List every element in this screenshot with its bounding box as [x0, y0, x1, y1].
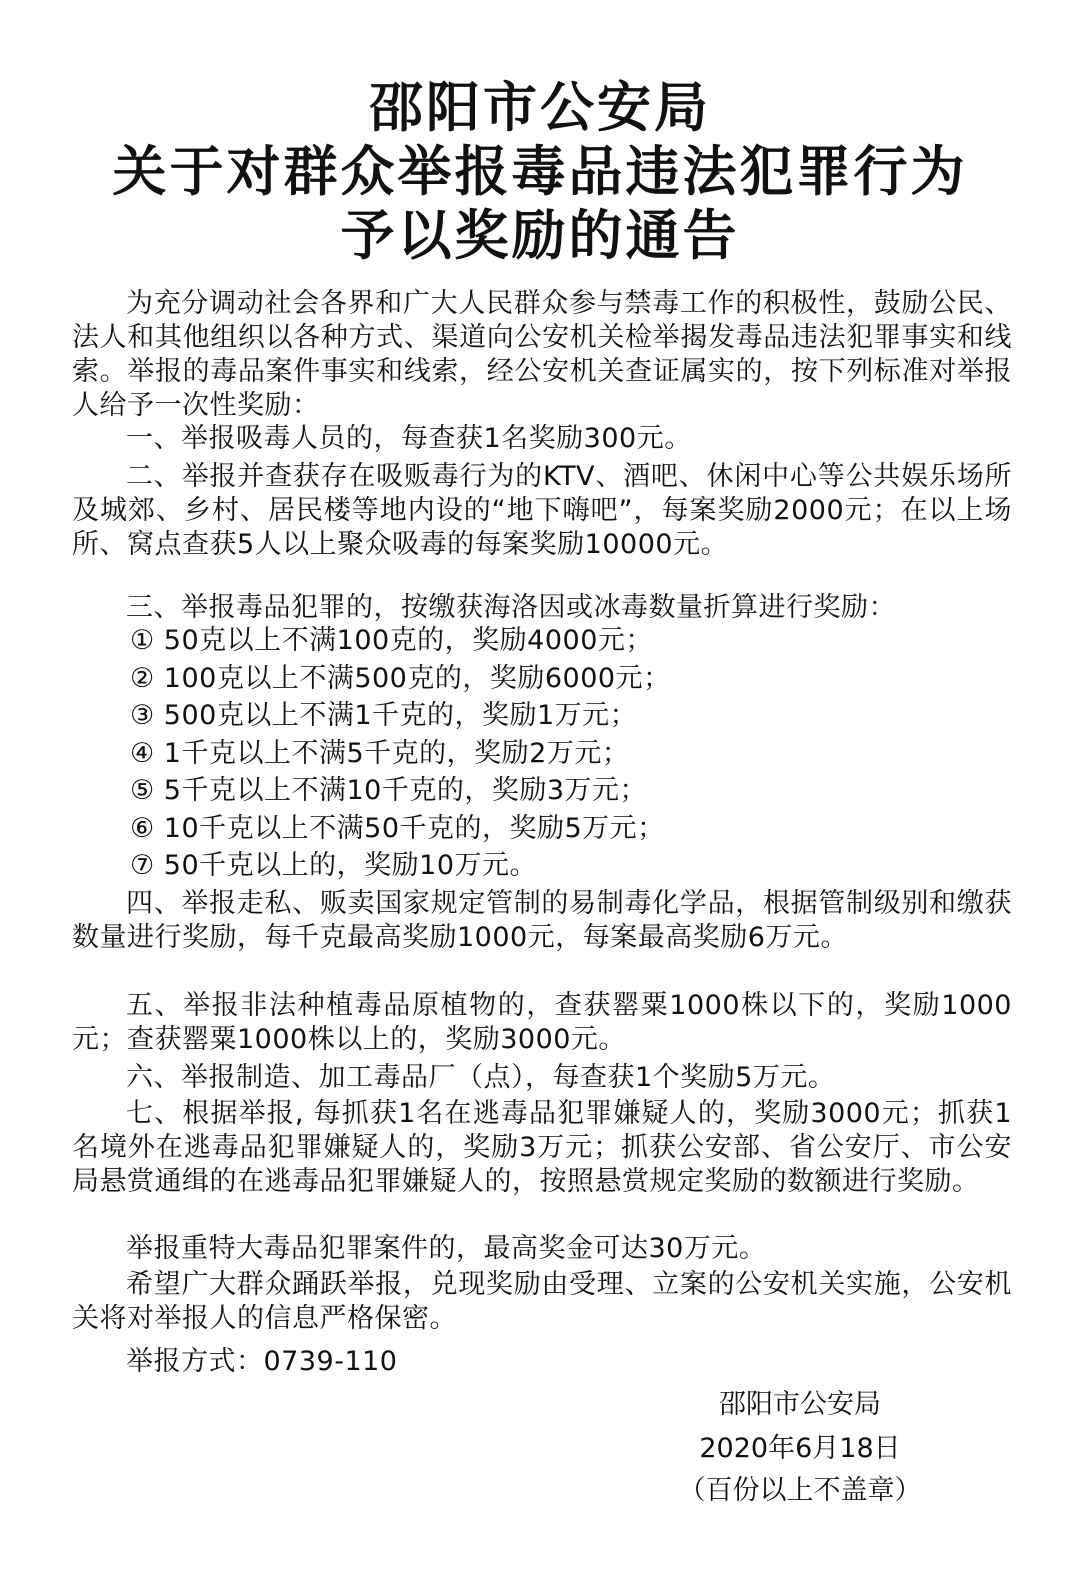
- item-2: 二、举报并查获存在吸贩毒行为的KTV、酒吧、休闲中心等公共娱乐场所及城郊、乡村、居民楼等地内设的“地下嗨吧”，每案奖励2000元；在以上场所、窝点查获5人以上聚众吸毒的每案奖励10000元。: [72, 461, 1012, 560]
- tier-item: ① 50克以上不满100克的，奖励4000元；: [130, 625, 653, 656]
- item-4-block: [72, 887, 1012, 955]
- title-line-2: 关于对群众举报毒品违法犯罪行为: [112, 140, 968, 203]
- tier-list: [72, 622, 1012, 885]
- signature-org: 邵阳市公安局: [719, 1389, 881, 1420]
- tier-item: ③ 500克以上不满1千克的，奖励1万元；: [130, 700, 638, 731]
- closing-block: [72, 1268, 1012, 1336]
- signature-note: （百份以上不盖章）: [678, 1475, 922, 1506]
- title-line-3: 予以奖励的通告: [340, 204, 740, 267]
- tier-item: ⑦ 50千克以上的，奖励10万元。: [130, 850, 537, 881]
- title-line-1: 邵阳市公安局: [369, 76, 711, 139]
- tier-item: ⑥ 10千克以上不满50千克的，奖励5万元；: [130, 812, 665, 844]
- item-3-block: [72, 591, 1012, 625]
- intro-paragraph: 为充分调动社会各界和广大人民群众参与禁毒工作的积极性，鼓励公民、法人和其他组织以各种方式、渠道向公安机关检举揭发毒品违法犯罪事实和线索。举报的毒品案件事实和线索，经公安机关查证属实的，按下列标准对举报人给予一次性奖励：: [72, 288, 1012, 421]
- item-7: 七、根据举报, 每抓获1名在逃毒品犯罪嫌疑人的，奖励3000元；抓获1名境外在逃毒品犯罪嫌疑人的，奖励3万元；抓获公安部、省公安厅、市公安局悬赏通缉的在逃毒品犯罪嫌疑人的，按照悬赏规定奖励的数额进行奖励。: [72, 1098, 1012, 1197]
- contact-block: [72, 1345, 1012, 1379]
- signature-date: 2020年6月18日: [699, 1433, 901, 1464]
- intro-block: [72, 287, 1012, 423]
- item-7-block: [72, 1097, 1012, 1199]
- item-5: 五、举报非法种植毒品原植物的，查获罂粟1000株以下的，奖励1000元；查获罂粟1000株以上的，奖励3000元。: [72, 990, 1012, 1055]
- contact-line: 举报方式：0739-110: [126, 1346, 398, 1377]
- tier-item: ⑤ 5千克以上不满10千克的，奖励3万元；: [130, 775, 647, 806]
- tier-item: ② 100克以上不满500克的，奖励6000元；: [130, 662, 671, 694]
- item-1: 一、举报吸毒人员的，每查获1名奖励300元。: [126, 423, 692, 454]
- max-reward: 举报重特大毒品犯罪案件的，最高奖金可达30万元。: [126, 1233, 767, 1264]
- item-5-block: [72, 989, 1012, 1057]
- item-3: 三、举报毒品犯罪的，按缴获海洛因或冰毒数量折算进行奖励：: [126, 592, 896, 623]
- item-2-block: [72, 460, 1012, 562]
- item-6-block: [72, 1061, 1012, 1095]
- item-1-block: [72, 422, 1012, 456]
- tier-item: ④ 1千克以上不满5千克的，奖励2万元；: [130, 737, 630, 769]
- item-6: 六、举报制造、加工毒品厂（点），每查获1个奖励5万元。: [126, 1062, 836, 1093]
- max-reward-block: [72, 1232, 1012, 1266]
- closing-paragraph: 希望广大群众踊跃举报，兑现奖励由受理、立案的公安机关实施，公安机关将对举报人的信息严格保密。: [72, 1269, 1012, 1334]
- item-4: 四、举报走私、贩卖国家规定管制的易制毒化学品，根据管制级别和缴获数量进行奖励，每千克最高奖励1000元，每案最高奖励6万元。: [72, 888, 1012, 953]
